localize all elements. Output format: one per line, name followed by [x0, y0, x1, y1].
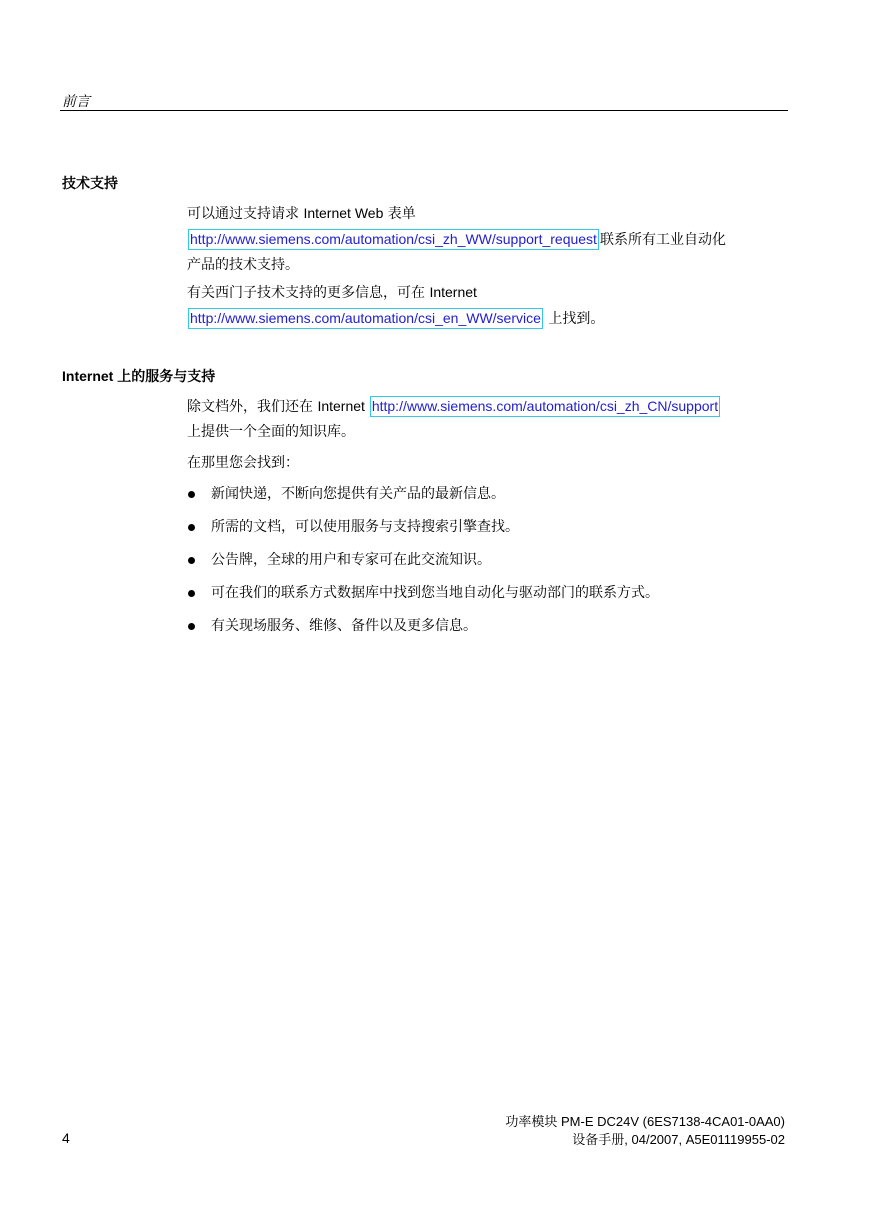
find-text: 在那里您会找到： — [187, 455, 299, 471]
list-item-text: 新闻快递，不断向您提供有关产品的最新信息。 — [211, 486, 505, 502]
support-request-paragraph — [187, 201, 726, 278]
list-item — [187, 581, 659, 614]
list-item-text: 所需的文档，可以使用服务与支持搜索引擎查找。 — [211, 519, 519, 535]
list-item — [187, 515, 659, 548]
list-item — [187, 614, 659, 647]
text-fragment: 有关西门子技术支持的更多信息，可在 — [187, 285, 430, 301]
text-fragment: 可以通过支持请求 — [187, 206, 304, 222]
footer — [505, 1113, 785, 1149]
footer-product-line: 功率模块 PM-E DC24V (6ES7138-4CA01-0AA0) — [505, 1114, 785, 1129]
running-header: 前言 — [62, 94, 90, 110]
paragraph-line — [187, 394, 721, 420]
section-heading-internet-service: Internet 上的服务与支持 — [62, 368, 216, 384]
bullet-icon — [188, 623, 195, 630]
bullet-icon — [188, 590, 195, 597]
bullet-icon — [188, 557, 195, 564]
text-fragment: 除文档外，我们还在 — [187, 399, 318, 415]
list-item-text: 公告牌，全球的用户和专家可在此交流知识。 — [211, 552, 491, 568]
section-heading-technical-support: 技术支持 — [62, 175, 118, 191]
bullet-list — [187, 482, 659, 647]
service-link[interactable]: http://www.siemens.com/automation/csi_en_WW/service — [188, 308, 543, 329]
list-item — [187, 482, 659, 515]
footer-manual-line: 设备手册, 04/2007, A5E01119955-02 — [572, 1132, 785, 1147]
paragraph-line — [187, 280, 604, 306]
knowledge-base-paragraph — [187, 394, 721, 445]
header-rule — [60, 110, 788, 111]
text-fragment: Internet — [429, 284, 477, 300]
service-info-paragraph — [187, 280, 604, 332]
list-item-text: 可在我们的联系方式数据库中找到您当地自动化与驱动部门的联系方式。 — [211, 585, 659, 601]
list-item — [187, 548, 659, 581]
bullet-icon — [188, 524, 195, 531]
text-fragment: 表单 — [383, 206, 416, 222]
text-fragment: 上找到。 — [543, 311, 605, 327]
page-number: 4 — [62, 1130, 70, 1146]
paragraph-line — [187, 227, 726, 253]
text-fragment: Internet — [317, 398, 369, 414]
paragraph-line: 产品的技术支持。 — [187, 257, 299, 273]
bullet-icon — [188, 491, 195, 498]
paragraph-line — [187, 306, 604, 332]
support-request-link[interactable]: http://www.siemens.com/automation/csi_zh_WW/support_request — [188, 229, 599, 250]
paragraph-line — [187, 201, 726, 227]
paragraph-line: 上提供一个全面的知识库。 — [187, 424, 355, 440]
text-fragment: Internet Web — [303, 205, 384, 221]
list-item-text: 有关现场服务、维修、备件以及更多信息。 — [211, 618, 477, 634]
text-fragment: 联系所有工业自动化 — [599, 232, 726, 248]
support-link[interactable]: http://www.siemens.com/automation/csi_zh_CN/support — [370, 396, 720, 417]
